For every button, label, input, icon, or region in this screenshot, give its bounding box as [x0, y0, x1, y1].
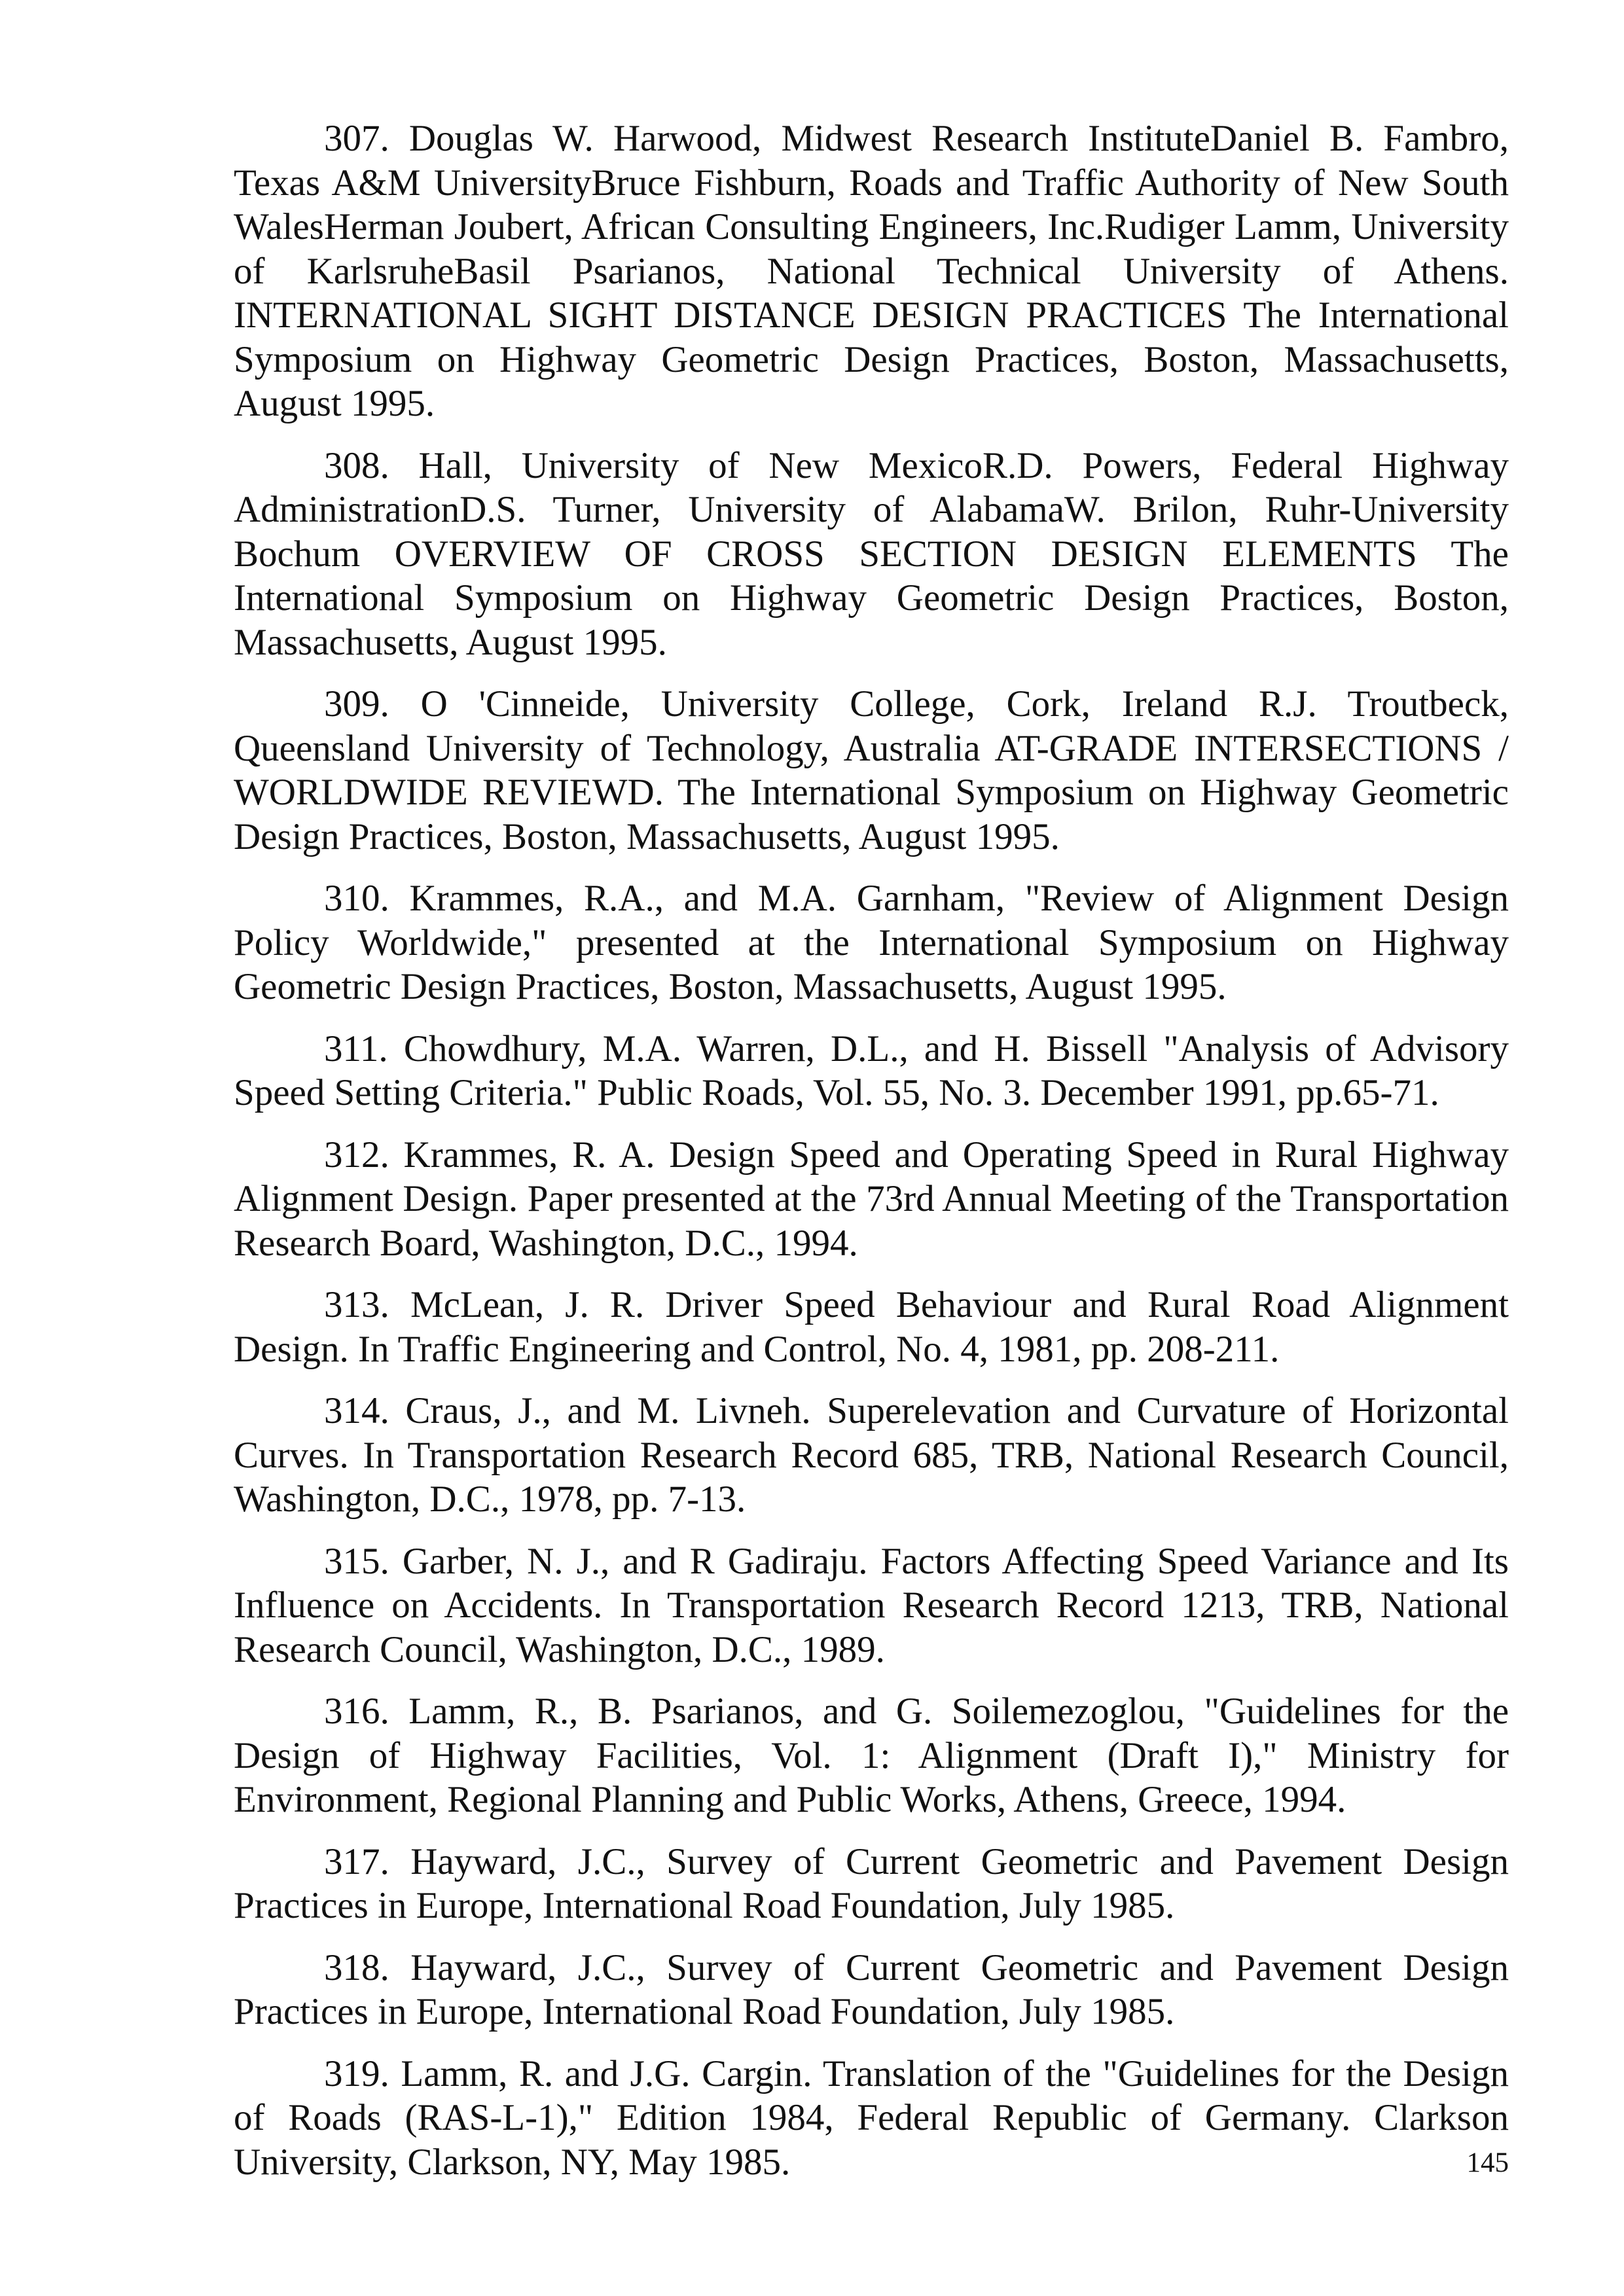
reference-entry-309: 309. O 'Cinneide, University College, Cork, Ireland R.J. Troutbeck, Queensland University of Technology, Australia AT-GRADE INTERSECTIONS / WORLDWIDE REVIEWD. The International Symposium on Highway Geometric Design Practices, Boston, Massachusetts, August 1995.	[234, 683, 1509, 857]
reference-entry-314: 314. Craus, J., and M. Livneh. Superelevation and Curvature of Horizontal Curves. In Transportation Research Record 685, TRB, National Research Council, Washington, D.C., 1978, pp. 7-13.	[234, 1390, 1509, 1520]
reference-entry-308: 308. Hall, University of New MexicoR.D. Powers, Federal Highway AdministrationD.S. Turner, University of AlabamaW. Brilon, Ruhr-University Bochum OVERVIEW OF CROSS SECTION DESIGN ELEMENTS The International Symposium on Highway Geometric Design Practices, Boston, Massachusetts, August 1995.	[234, 444, 1509, 663]
reference-entry-318: 318. Hayward, J.C., Survey of Current Geometric and Pavement Design Practices in Europe, International Road Foundation, July 1985.	[234, 1946, 1509, 2032]
reference-entry-312: 312. Krammes, R. A. Design Speed and Operating Speed in Rural Highway Alignment Design. Paper presented at the 73rd Annual Meeting of the Transportation Research Board, Washington, D.C., 1994.	[234, 1134, 1509, 1264]
reference-entry-316: 316. Lamm, R., B. Psarianos, and G. Soilemezoglou, "Guidelines for the Design of Highway Facilities, Vol. 1: Alignment (Draft I)," Ministry for Environment, Regional Planning and Public Works, Athens, Greece, 1994.	[234, 1691, 1509, 1820]
reference-entry-313: 313. McLean, J. R. Driver Speed Behaviour and Rural Road Alignment Design. In Traffic Engineering and Control, No. 4, 1981, pp. 208-211.	[234, 1284, 1509, 1370]
reference-entry-317: 317. Hayward, J.C., Survey of Current Geometric and Pavement Design Practices in Europe, International Road Foundation, July 1985.	[234, 1840, 1509, 1926]
reference-entry-307: 307. Douglas W. Harwood, Midwest Research InstituteDaniel B. Fambro, Texas A&M UniversityBruce Fishburn, Roads and Traffic Authority of New South WalesHerman Joubert, African Consulting Engineers, Inc.Rudiger Lamm, University of KarlsruheBasil Psarianos, National Technical University of Athens. INTERNATIONAL SIGHT DISTANCE DESIGN PRACTICES The International Symposium on Highway Geometric Design Practices, Boston, Massachusetts, August 1995.	[234, 118, 1509, 424]
reference-list	[234, 117, 1509, 2184]
reference-entry-310: 310. Krammes, R.A., and M.A. Garnham, "Review of Alignment Design Policy Worldwide," presented at the International Symposium on Highway Geometric Design Practices, Boston, Massachusetts, August 1995.	[234, 878, 1509, 1007]
reference-entry-319: 319. Lamm, R. and J.G. Cargin. Translation of the "Guidelines for the Design of Roads (RAS-L-1)," Edition 1984, Federal Republic of Germany. Clarkson University, Clarkson, NY, May 1985.	[234, 2053, 1509, 2183]
page-number: 145	[1466, 2147, 1509, 2178]
reference-entry-315: 315. Garber, N. J., and R Gadiraju. Factors Affecting Speed Variance and Its Influence on Accidents. In Transportation Research Record 1213, TRB, National Research Council, Washington, D.C., 1989.	[234, 1540, 1509, 1670]
reference-entry-311: 311. Chowdhury, M.A. Warren, D.L., and H. Bissell "Analysis of Advisory Speed Setting Criteria." Public Roads, Vol. 55, No. 3. December 1991, pp.65-71.	[234, 1028, 1509, 1113]
